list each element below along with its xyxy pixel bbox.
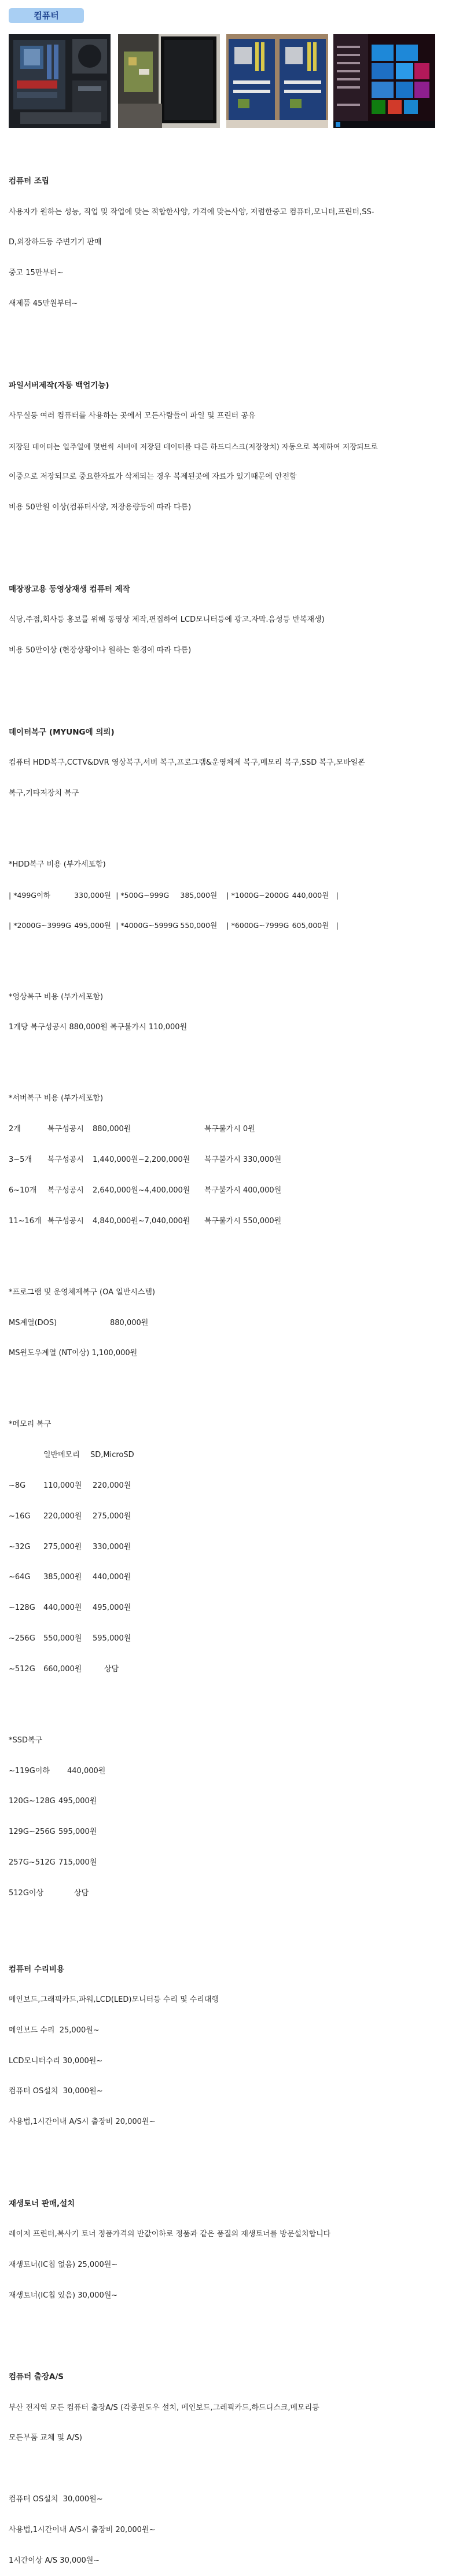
memory-general-price: 440,000원 — [43, 1603, 82, 1613]
server-success: 복구성공시 — [47, 1155, 84, 1164]
signage-line: 식당,주점,회사등 홍보를 위해 동영상 제작,편집하여 LCD모니터등에 광고.자막.음성등 반복재생) — [9, 615, 325, 625]
ssd-heading: *SSD복구 — [9, 1735, 43, 1745]
memory-row — [9, 1481, 457, 1491]
server-price: 1,440,000원~2,200,000원 — [93, 1155, 190, 1164]
section-title-toner: 재생토너 판매,설치 — [9, 2199, 75, 2208]
memory-general-price: 110,000원 — [43, 1481, 82, 1490]
memory-size: ~8G — [9, 1481, 26, 1490]
hdd-price: 605,000원 — [292, 921, 329, 930]
video-heading: *영상복구 비용 (부가세포함) — [9, 992, 104, 1001]
hdd-price: 440,000원 — [292, 890, 329, 900]
monitor-panel-photo — [118, 34, 220, 128]
server-count: 6~10개 — [9, 1186, 37, 1195]
server-success: 복구성공시 — [47, 1216, 84, 1225]
memory-general-price: 660,000원 — [43, 1664, 82, 1674]
hdd-range: *1000G~2000G — [231, 890, 289, 900]
repair-line: 메인보드,그래픽카드,파워,LCD(LED)모니터등 수리 및 수리대행 — [9, 1995, 219, 2005]
section-title-signage: 매장광고용 동영상재생 컴퓨터 제작 — [9, 584, 130, 594]
hdd-price: 330,000원 — [74, 890, 111, 900]
server-price: 2,640,000원~4,400,000원 — [93, 1186, 190, 1195]
memory-row — [9, 1511, 457, 1522]
program-row — [9, 1348, 457, 1359]
repair-line: LCD모니터수리 30,000원~ — [9, 2056, 103, 2065]
fileserver-line: 사무실등 여러 컴퓨터를 사용하는 곳에서 모든사람들이 파일 및 프린터 공유 — [9, 411, 256, 420]
memory-row — [9, 1664, 457, 1675]
program-row — [9, 1318, 457, 1329]
ssd-row — [9, 1796, 457, 1807]
repair-line: 메인보드 수리 25,000원~ — [9, 2025, 100, 2035]
ssd-row — [9, 1858, 457, 1868]
memory-row — [9, 1572, 457, 1583]
memory-col-general: 일반메모리 — [43, 1451, 80, 1460]
memory-size: ~32G — [9, 1542, 31, 1551]
assembly-line: D,외장하드등 주변기기 판매 — [9, 238, 102, 247]
repair-line: 사용법,1시간이내 A/S시 출장비 20,000원~ — [9, 2118, 156, 2127]
onsite-price-line: 1시간이상 A/S 30,000원~ — [9, 2556, 100, 2565]
memory-size: ~256G — [9, 1634, 35, 1643]
program-heading: *프로그램 및 운영체제복구 (OA 일반시스템) — [9, 1287, 155, 1297]
memory-size: ~512G — [9, 1664, 35, 1674]
onsite-line: 모든부품 교체 및 A/S) — [9, 2434, 82, 2443]
ssd-row — [9, 1827, 457, 1837]
hdd-range: *4000G~5999G — [120, 921, 179, 930]
hdd-range: *499G이하 — [13, 890, 51, 900]
program-name: MS계열(DOS) — [9, 1318, 57, 1327]
server-fail: 복구불가시 400,000원 — [204, 1186, 282, 1195]
onsite-price-line: 사용법,1시간이내 A/S시 출장비 20,000원~ — [9, 2525, 156, 2534]
section-title-fileserver: 파일서버제작(자동 백업기능) — [9, 380, 109, 390]
hdd-price: 385,000원 — [180, 890, 218, 900]
memory-row — [9, 1542, 457, 1553]
memory-general-price: 385,000원 — [43, 1573, 82, 1582]
ssd-price: 440,000원 — [67, 1766, 106, 1775]
server-row — [9, 1155, 457, 1165]
windows-start-menu-photo — [333, 34, 435, 128]
section-title-repair: 컴퓨터 수리비용 — [9, 1964, 64, 1974]
server-success: 복구성공시 — [47, 1125, 84, 1134]
section-title-recovery: 데이터복구 (MYUNG에 의뢰) — [9, 727, 115, 737]
video-price-line: 1개당 복구성공시 880,000원 복구불가시 110,000원 — [9, 1023, 188, 1032]
toner-line: 재생토너(IC칩 없음) 25,000원~ — [9, 2260, 118, 2269]
memory-sd-price: 495,000원 — [93, 1603, 131, 1613]
server-heading: *서버복구 비용 (부가세포함) — [9, 1094, 104, 1103]
server-count: 3~5개 — [9, 1155, 32, 1164]
hdd-price-row: | *2000G~3999G 495,000원 | *4000G~5999G 550,000원 | *6000G~7999G 605,000원 | — [9, 921, 339, 930]
ssd-size: 257G~512G — [9, 1858, 56, 1867]
memory-heading: *메모리 복구 — [9, 1420, 52, 1429]
memory-size: ~128G — [9, 1603, 35, 1613]
toner-line: 재생토너(IC칩 있음) 30,000원~ — [9, 2291, 118, 2300]
program-price: 880,000원 — [110, 1318, 149, 1327]
service-content — [9, 135, 457, 2576]
memory-size: ~64G — [9, 1573, 31, 1582]
ssd-size: 129G~256G — [9, 1828, 56, 1837]
photo-strip — [9, 34, 449, 128]
server-row — [9, 1216, 457, 1227]
program-name: MS윈도우계열 (NT이상) — [9, 1349, 90, 1358]
onsite-price-line: 컴퓨터 OS설치 30,000원~ — [9, 2495, 103, 2504]
memory-sd-price: 330,000원 — [93, 1542, 131, 1551]
memory-general-price: 220,000원 — [43, 1511, 82, 1521]
server-success: 복구성공시 — [47, 1186, 84, 1195]
program-price: 1,100,000원 — [91, 1349, 138, 1358]
ssd-price: 495,000원 — [58, 1797, 97, 1806]
memory-sd-price: 220,000원 — [93, 1481, 131, 1490]
hdd-range: *2000G~3999G — [13, 921, 71, 930]
memory-sd-price: 275,000원 — [93, 1511, 131, 1521]
hdd-price-row: | *499G이하 330,000원 | *500G~999G 385,000원 | *1000G~2000G 440,000원 | — [9, 890, 339, 900]
server-row — [9, 1124, 457, 1135]
fileserver-line: 저장된 데이터는 일주일에 몇번씩 서버에 저장된 데이터를 다른 하드디스크(저장장치) 자동으로 복제하여 저장되므로 — [9, 442, 378, 451]
assembly-line: 사용자가 원하는 성능, 직업 및 작업에 맞는 적합한사양, 가격에 맞는사양, 저렴한중고 컴퓨터,모니터,프린터,SS- — [9, 207, 374, 216]
server-fail: 복구불가시 550,000원 — [204, 1216, 282, 1225]
assembly-line: 새제품 45만원부터~ — [9, 299, 78, 308]
memory-row — [9, 1603, 457, 1613]
motherboard-case-photo — [9, 34, 111, 128]
toner-line: 레이저 프린터,복사기 토너 정품가격의 반값이하로 정품과 같은 품질의 재생토너를 방문설치합니다 — [9, 2230, 331, 2239]
ssd-size: 512G이상 — [9, 1888, 44, 1898]
memory-col-sd: SD,MicroSD — [90, 1451, 134, 1460]
server-count: 2개 — [9, 1125, 21, 1134]
ssd-size: ~119G이하 — [9, 1766, 50, 1775]
ssd-price: 상담 — [74, 1888, 89, 1898]
hdd-range: *500G~999G — [120, 890, 170, 900]
fileserver-line: 비용 50만원 이상(컴퓨터사양, 저장용량등에 따라 다름) — [9, 503, 192, 512]
ssd-price: 715,000원 — [58, 1858, 97, 1867]
recovery-line: 복구,기타저장치 복구 — [9, 788, 79, 798]
ssd-row — [9, 1766, 457, 1777]
server-price: 4,840,000원~7,040,000원 — [93, 1216, 190, 1225]
hdd-heading: *HDD복구 비용 (부가세포함) — [9, 860, 106, 869]
repair-line: 컴퓨터 OS설치 30,000원~ — [9, 2087, 103, 2096]
memory-general-price: 550,000원 — [43, 1634, 82, 1643]
category-badge: 컴퓨터 — [9, 8, 84, 23]
memory-header-row — [9, 1450, 457, 1461]
memory-general-price: 275,000원 — [43, 1542, 82, 1551]
ssd-row — [9, 1888, 457, 1899]
memory-sd-price: 440,000원 — [93, 1573, 131, 1582]
ssd-size: 120G~128G — [9, 1797, 56, 1806]
memory-size: ~16G — [9, 1511, 31, 1521]
signage-line: 비용 50만이상 (현장상황이나 원하는 환경에 따라 다름) — [9, 645, 192, 655]
fileserver-line: 이중으로 저장되므로 중요한자료가 삭제되는 경우 복제된곳에 자료가 있기때문에 안전함 — [9, 472, 297, 482]
server-price: 880,000원 — [93, 1125, 131, 1134]
memory-row — [9, 1634, 457, 1644]
ssd-price: 595,000원 — [58, 1828, 97, 1837]
hdd-range: *6000G~7999G — [231, 921, 289, 930]
assembly-line: 중고 15만부터~ — [9, 269, 64, 278]
section-title-onsite: 컴퓨터 출장A/S — [9, 2372, 64, 2382]
hdd-price: 550,000원 — [180, 921, 218, 930]
server-count: 11~16개 — [9, 1216, 42, 1225]
onsite-line: 부산 전지역 모든 컴퓨터 출장A/S (각종윈도우 설치, 메인보드,그레픽카드,하드디스크,메모리등 — [9, 2403, 319, 2412]
server-fail: 복구불가시 0원 — [204, 1125, 255, 1134]
recovery-line: 컴퓨터 HDD복구,CCTV&DVR 영상복구,서버 복구,프로그램&운영체제 복구,메모리 복구,SSD 복구,모바일폰 — [9, 758, 365, 767]
memory-sd-price: 상담 — [104, 1664, 119, 1674]
hdd-price: 495,000원 — [74, 921, 111, 930]
memory-sd-price: 595,000원 — [93, 1634, 131, 1643]
server-row — [9, 1186, 457, 1196]
motherboards-photo — [226, 34, 328, 128]
section-title-assembly: 컴퓨터 조립 — [9, 177, 49, 186]
server-fail: 복구불가시 330,000원 — [204, 1155, 282, 1164]
